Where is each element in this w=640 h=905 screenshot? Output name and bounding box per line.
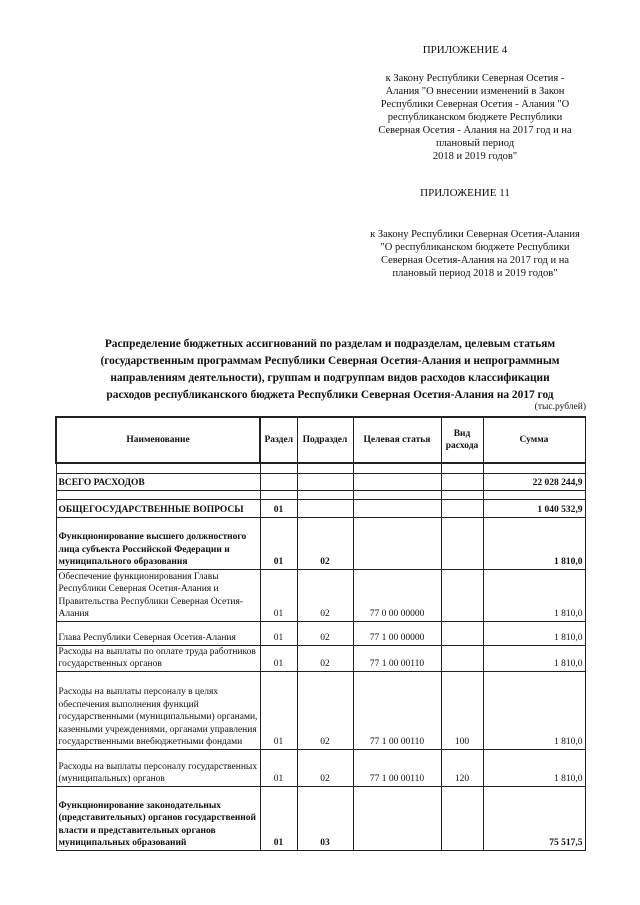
cell-name: ВСЕГО РАСХОДОВ	[56, 473, 260, 490]
cell-name: Обеспечение функционирования Главы Республики Северная Осетия-Алания и Правительства Республики Северная Осетия-Алания	[56, 569, 260, 621]
table-row	[56, 621, 585, 645]
cell-name: Функционирование высшего должностного лица субъекта Российской Федерации и муниципального образования	[56, 517, 260, 569]
appendix-11-line: "О республиканском бюджете Республики	[380, 242, 570, 253]
cell-sum: 75 517,5	[483, 786, 585, 850]
cell-section: 01	[260, 621, 297, 645]
cell-section: 01	[260, 645, 297, 671]
cell-type	[441, 645, 483, 671]
header-target: Целевая статья	[353, 417, 441, 463]
cell-section: 01	[260, 569, 297, 621]
cell-section: 01	[260, 786, 297, 850]
title-line: (государственным программам Республики Северная Осетия-Алания и непрограммным	[100, 355, 560, 367]
cell-sum: 1 810,0	[483, 621, 585, 645]
cell-subsection: 02	[297, 621, 353, 645]
cell-type	[441, 499, 483, 517]
cell-target: 77 1 00 00110	[353, 671, 441, 749]
cell-name: Функционирование законодательных (представительных) органов государственной власти и представительных органов муниципальных образований	[56, 786, 260, 850]
cell-type: 100	[441, 671, 483, 749]
table-header-row	[56, 417, 585, 463]
cell-target	[353, 786, 441, 850]
cell-sum: 1 040 532,9	[483, 499, 585, 517]
header-section: Раздел	[260, 417, 297, 463]
appendix-11-heading: ПРИЛОЖЕНИЕ 11	[420, 187, 510, 199]
cell-target	[353, 499, 441, 517]
cell-name: ОБЩЕГОСУДАРСТВЕННЫЕ ВОПРОСЫ	[56, 499, 260, 517]
title-line: Распределение бюджетных ассигнований по разделам и подразделам, целевым статьям	[104, 338, 556, 350]
table-row	[56, 671, 585, 749]
appendix-11-line: плановый период 2018 и 2019 годов"	[392, 268, 558, 279]
cell-section: 01	[260, 671, 297, 749]
table-row	[56, 517, 585, 569]
appendix-4-line: республиканском бюджете Республики	[387, 112, 563, 123]
units-label: (тыс.рублей)	[534, 402, 586, 412]
appendix-4-line: Республики Северная Осетия - Алания "О	[380, 99, 570, 110]
table-row	[56, 569, 585, 621]
cell-name: Глава Республики Северная Осетия-Алания	[56, 621, 260, 645]
cell-target	[353, 517, 441, 569]
cell-target: 77 1 00 00110	[353, 645, 441, 671]
cell-type: 120	[441, 749, 483, 786]
cell-name: Расходы на выплаты персоналу государственных (муниципальных) органов	[56, 749, 260, 786]
cell-target: 77 0 00 00000	[353, 569, 441, 621]
cell-sum: 1 810,0	[483, 517, 585, 569]
appendix-11-text	[350, 228, 600, 280]
cell-subsection: 02	[297, 671, 353, 749]
cell-sum: 1 810,0	[483, 749, 585, 786]
cell-subsection	[297, 473, 353, 490]
cell-subsection: 03	[297, 786, 353, 850]
header-sum: Сумма	[483, 417, 585, 463]
appendix-4-line: к Закону Республики Северная Осетия -	[385, 73, 565, 84]
title-line: направлениям деятельности), группам и подгруппам видов расходов классификации	[110, 372, 550, 384]
cell-sum: 22 028 244,9	[483, 473, 585, 490]
cell-section: 01	[260, 749, 297, 786]
header-subsection: Подраздел	[297, 417, 353, 463]
appendix-11-line: Северная Осетия-Алания на 2017 год и на	[380, 255, 570, 266]
cell-target	[353, 473, 441, 490]
cell-type	[441, 786, 483, 850]
cell-subsection	[297, 499, 353, 517]
cell-target: 77 1 00 00000	[353, 621, 441, 645]
cell-type	[441, 569, 483, 621]
header-name: Наименование	[56, 417, 260, 463]
table-row	[56, 749, 585, 786]
table-row	[56, 499, 585, 517]
document-title	[60, 336, 600, 404]
table-row	[56, 786, 585, 850]
appendix-4-heading: ПРИЛОЖЕНИЕ 4	[422, 44, 508, 56]
cell-type	[441, 473, 483, 490]
budget-table	[55, 416, 586, 851]
cell-section	[260, 473, 297, 490]
cell-subsection: 02	[297, 517, 353, 569]
appendix-4-line: Алания "О внесении изменений в Закон	[385, 86, 565, 97]
title-line: расходов республиканского бюджета Республики Северная Осетия-Алания на 2017 год	[106, 389, 554, 401]
cell-type	[441, 621, 483, 645]
cell-sum: 1 810,0	[483, 569, 585, 621]
appendix-11-line: к Закону Республики Северная Осетия-Алания	[370, 229, 580, 240]
appendix-4-line: 2018 и 2019 годов"	[432, 151, 518, 162]
cell-type	[441, 517, 483, 569]
cell-sum: 1 810,0	[483, 671, 585, 749]
cell-target: 77 1 00 00110	[353, 749, 441, 786]
cell-section: 01	[260, 517, 297, 569]
table-row	[56, 645, 585, 671]
cell-subsection: 02	[297, 569, 353, 621]
cell-section: 01	[260, 499, 297, 517]
cell-name: Расходы на выплаты по оплате труда работников государственных органов	[56, 645, 260, 671]
cell-name: Расходы на выплаты персоналу в целях обеспечения выполнения функций государственными (муниципальными) органами, казенными учреждениями, органами управления государственными внебюджетными фондами	[56, 671, 260, 749]
cell-subsection: 02	[297, 645, 353, 671]
appendix-4-line: плановый период	[435, 138, 515, 149]
table-row	[56, 473, 585, 490]
appendix-4-text	[350, 72, 600, 163]
cell-sum: 1 810,0	[483, 645, 585, 671]
cell-subsection: 02	[297, 749, 353, 786]
header-type: Вид расхода	[441, 417, 483, 463]
appendix-4-line: Северная Осетия - Алания на 2017 год и на	[378, 125, 572, 136]
